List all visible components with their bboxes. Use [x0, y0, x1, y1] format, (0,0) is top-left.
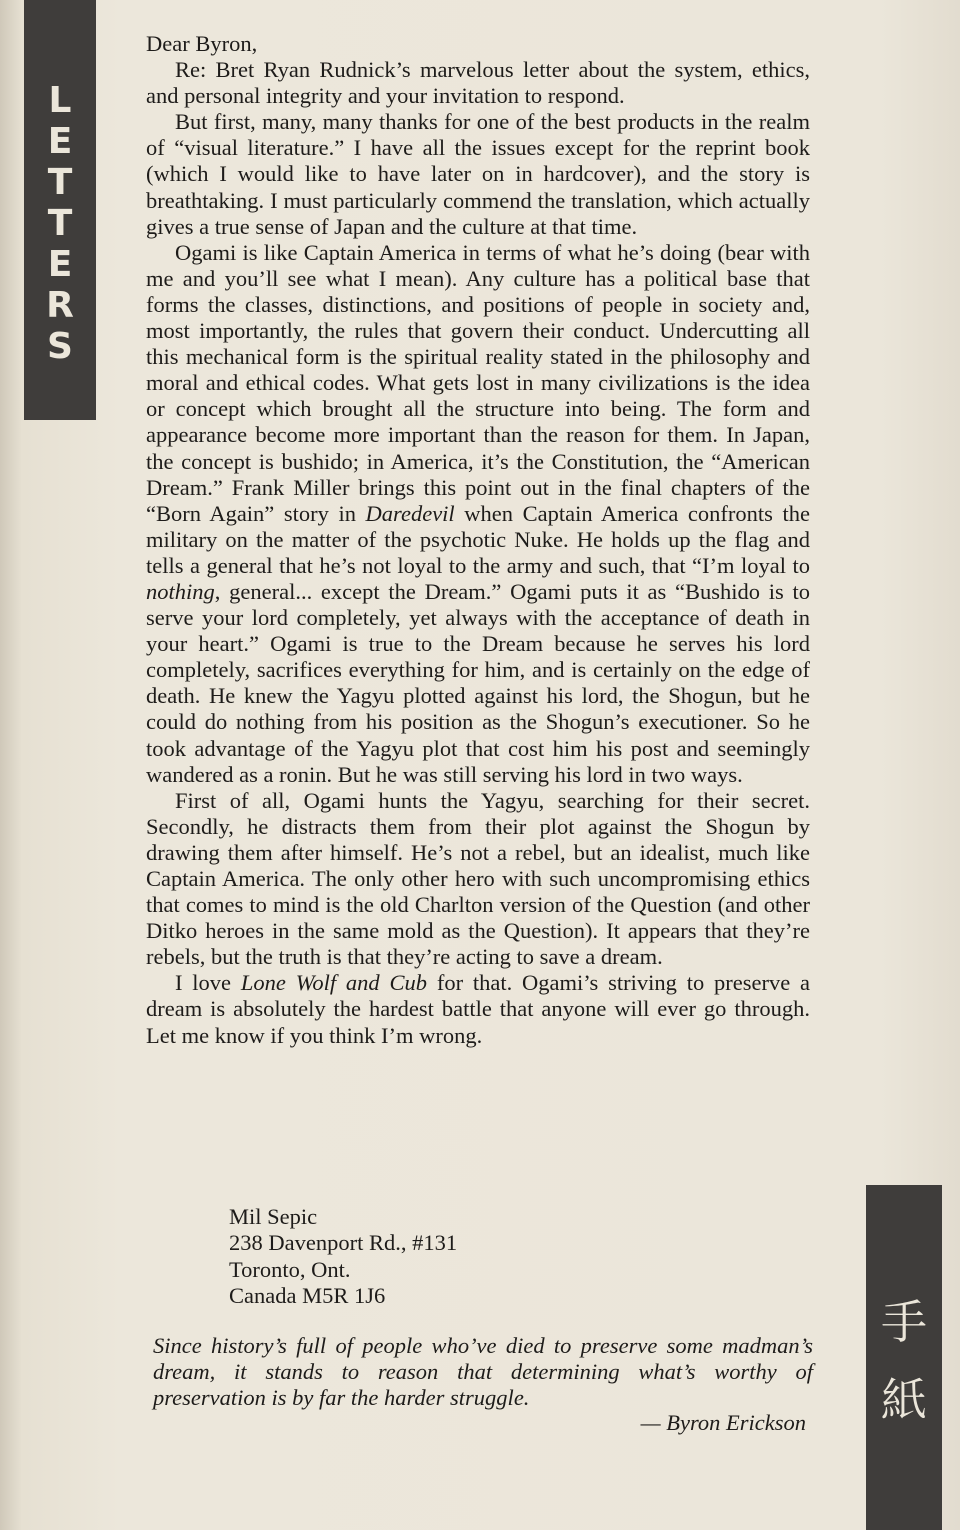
tab-letter: S	[47, 326, 73, 367]
comic-title-daredevil: Daredevil	[365, 500, 455, 526]
tab-letter: T	[47, 203, 73, 244]
editor-reply-text: Since history’s full of people who’ve died to preserve some madman’s dream, it stands to reason that determining what’s worthy of preservation is by far the harder struggle.	[153, 1333, 813, 1410]
letters-section-tab	[24, 0, 96, 420]
sender-address	[229, 1204, 457, 1309]
letter-paragraph	[146, 970, 810, 1048]
kanji-section-tab	[866, 1185, 942, 1530]
letter-body	[146, 31, 810, 1049]
letter-paragraph: First of all, Ogami hunts the Yagyu, searching for their secret. Secondly, he distracts them from their plot against the Shogun by drawing them after himself. He’s not a rebel, but an idealist, much like Captain America. The only other hero with such uncompromising ethics that comes to mind is the old Charlton version of the Question (and other Ditko heroes in the same mold as the Question). It appears that they’re rebels, but the truth is that they’re acting to save a dream.	[146, 787, 810, 970]
paragraph-text: Ogami is like Captain America in terms of what he’s doing (bear with me and you’ll see what I mean). Any culture has a political base that forms the classes, distinctions, and positions of people in society and, most importantly, the rules that govern their conduct. Undercutting all this mechanical form is the spiritual reality stated in the philosophy and moral and ethical codes. What gets lost in many civilizations is the idea or concept which brought all the structure into being. The form and appearance become more important than the reason for them. In Japan, the concept is bushido; in America, it’s the Constitution, the “American Dream.” Frank Miller brings this point out in the final chapters of the “Born Again” story in	[146, 239, 810, 526]
sender-name: Mil Sepic	[229, 1204, 318, 1229]
emphasis-text: nothing	[146, 578, 215, 604]
kanji-character: 紙	[881, 1373, 927, 1427]
editor-reply	[153, 1333, 813, 1411]
tab-letter: L	[48, 80, 72, 121]
sender-street: 238 Davenport Rd., #131	[229, 1230, 458, 1256]
letters-tab-label	[24, 80, 96, 367]
comic-title-lone-wolf-and-cub: Lone Wolf and Cub	[240, 970, 428, 996]
editor-signature: — Byron Erickson	[640, 1410, 806, 1435]
letter-paragraph	[146, 240, 810, 788]
letter-salutation: Dear Byron,	[146, 31, 258, 56]
tab-letter: E	[47, 244, 73, 285]
letter-paragraph: Re: Bret Ryan Rudnick’s marvelous letter about the system, ethics, and personal integrity and your invitation to respond.	[146, 57, 810, 109]
tab-letter: R	[46, 285, 74, 326]
tab-letter: E	[47, 121, 73, 162]
sender-city: Toronto, Ont.	[229, 1256, 351, 1282]
letter-paragraph: But first, many, many thanks for one of the best products in the realm of “visual literature.” I have all the issues except for the reprint book (which I would like to have later on in hardcover), and the story is breathtaking. I must particularly commend the translation, which actually gives a true sense of Japan and the culture at that time.	[146, 109, 810, 239]
paragraph-text: I love	[175, 970, 241, 996]
kanji-tab-label	[866, 1283, 942, 1439]
paragraph-text: , general... except the Dream.” Ogami puts it as “Bushido is to serve your lord completely, yet always with the acceptance of death in your heart.” Ogami is true to the Dream because he serves his lord completely, sacrifices everything for him, and is certainly on the edge of death. He knew the Yagyu plotted against his lord, the Shogun, but he could do nothing from his position as the Shogun’s executioner. So he took advantage of the Yagyu plot that cost him his post and seemingly wandered as a ronin. But he was still serving his lord in two ways.	[146, 578, 810, 787]
paragraph-text: when Captain America confronts the military on the matter of the psychotic Nuke. He holds up the flag and tells a general that he’s not loyal to the army and such, that “I’m loyal to	[146, 500, 810, 578]
tab-letter: T	[47, 162, 73, 203]
kanji-character: 手	[881, 1295, 927, 1349]
paragraph-text: for that. Ogami’s striving to preserve a dream is absolutely the hardest battle that anyone will ever go through. Let me know if you think I’m wrong.	[146, 970, 811, 1048]
sender-country-postal: Canada M5R 1J6	[229, 1282, 386, 1308]
